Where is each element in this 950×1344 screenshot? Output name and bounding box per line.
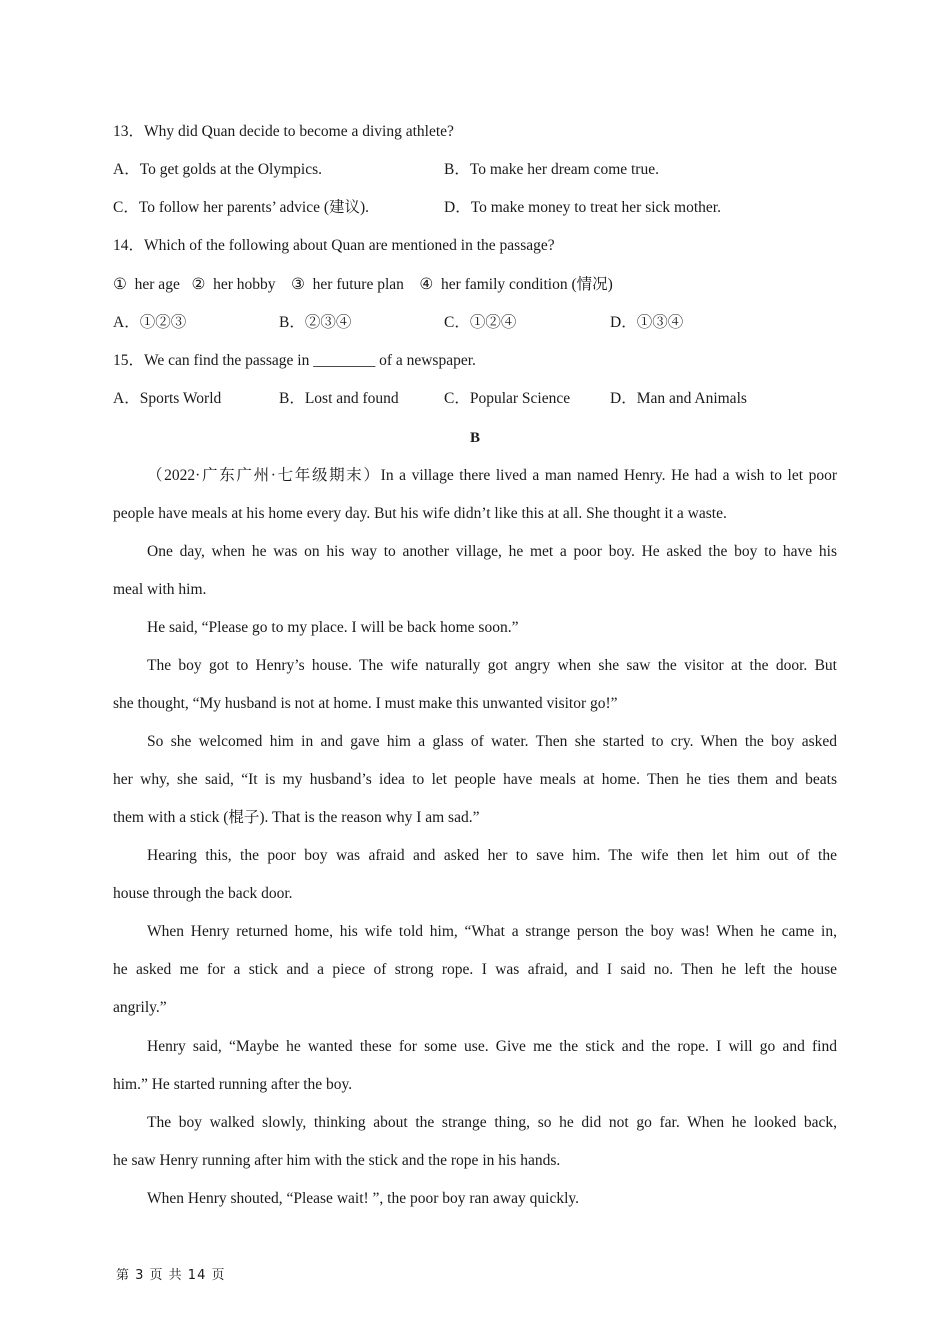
passage-line: Hearing this, the poor boy was afraid and asked her to save him. The wife then let him out of the bbox=[147, 847, 837, 864]
passage-line: he saw Henry running after him with the stick and the rope in his hands. bbox=[113, 1152, 561, 1169]
question-15-option-c: C．Popular Science bbox=[444, 390, 571, 407]
passage-line: meal with him. bbox=[113, 581, 207, 598]
question-15-option-a: A．Sports World bbox=[113, 390, 222, 407]
passage-line: So she welcomed him in and gave him a glass of water. Then she started to cry. When the boy asked bbox=[147, 733, 837, 750]
passage-line: him.” He started running after the boy. bbox=[113, 1076, 353, 1093]
passage-line: One day, when he was on his way to another village, he met a poor boy. He asked the boy to have his bbox=[147, 543, 837, 560]
passage-line: He said, “Please go to my place. I will be back home soon.” bbox=[147, 619, 519, 636]
section-title: B bbox=[469, 430, 480, 446]
passage-line: The boy walked slowly, thinking about the strange thing, so he did not go far. When he looked back, bbox=[147, 1114, 837, 1131]
passage-line: her why, she said, “It is my husband’s idea to let people have meals at home. Then he ties them and beats bbox=[113, 771, 837, 788]
passage-line: house through the back door. bbox=[113, 885, 293, 902]
page-number-footer: 第 3 页 共 14 页 bbox=[116, 1268, 226, 1283]
question-14-stem: 14．Which of the following about Quan are mentioned in the passage? bbox=[113, 237, 555, 254]
passage-line: When Henry returned home, his wife told him, “What a strange person the boy was! When he came in, bbox=[147, 923, 837, 940]
passage-line: angrily.” bbox=[113, 999, 167, 1016]
passage-line: she thought, “My husband is not at home. I must make this unwanted visitor go!” bbox=[113, 695, 618, 712]
question-14-option-a: A．①②③ bbox=[113, 314, 187, 331]
question-14-items: ① her age ② her hobby ③ her future plan ④ her family condition (情况) bbox=[113, 276, 613, 293]
question-15-option-b: B．Lost and found bbox=[279, 390, 399, 407]
question-13-stem: 13．Why did Quan decide to become a diving athlete? bbox=[113, 123, 454, 140]
passage-line: them with a stick (棍子). That is the reason why I am sad.” bbox=[113, 809, 480, 826]
question-14-option-c: C．①②④ bbox=[444, 314, 517, 331]
passage-line: Henry said, “Maybe he wanted these for some use. Give me the stick and the rope. I will go and find bbox=[147, 1038, 837, 1055]
question-14-option-b: B．②③④ bbox=[279, 314, 352, 331]
passage-line: （2022·广东广州·七年级期末）In a village there lived a man named Henry. He had a wish to let poor bbox=[147, 467, 837, 484]
passage-line: he asked me for a stick and a piece of strong rope. I was afraid, and I said no. Then he left the house bbox=[113, 961, 837, 978]
passage-line: When Henry shouted, “Please wait! ”, the poor boy ran away quickly. bbox=[147, 1190, 579, 1207]
question-13-option-c: C．To follow her parents’ advice (建议). bbox=[113, 199, 370, 216]
question-13-option-d: D．To make money to treat her sick mother. bbox=[444, 199, 721, 216]
question-14-option-d: D．①③④ bbox=[610, 314, 684, 331]
passage-line: The boy got to Henry’s house. The wife naturally got angry when she saw the visitor at the door. But bbox=[147, 657, 837, 674]
question-15-option-d: D．Man and Animals bbox=[610, 390, 747, 407]
question-13-option-b: B．To make her dream come true. bbox=[444, 161, 659, 178]
question-15-stem: 15．We can find the passage in ________ of a newspaper. bbox=[113, 352, 476, 369]
question-13-option-a: A．To get golds at the Olympics. bbox=[113, 161, 323, 178]
passage-line: people have meals at his home every day. But his wife didn’t like this at all. She thought it a waste. bbox=[113, 505, 727, 522]
